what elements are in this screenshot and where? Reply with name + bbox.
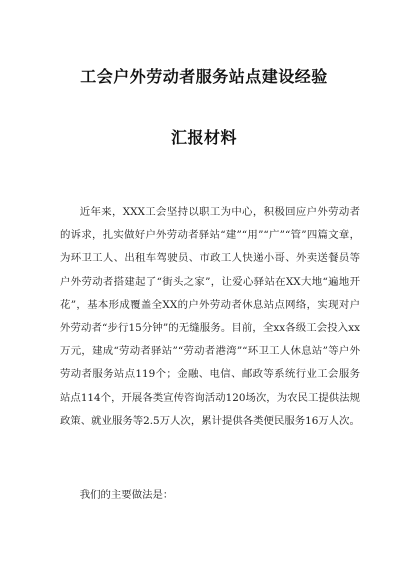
document-subtitle: 汇报材料 — [170, 128, 237, 147]
body-paragraph: 近年来，XXX工会坚持以职工为中心，积极回应户外劳动者的诉求，扎实做好户外劳动者驿站“建”“用”“广”“管”四篇文章，为环卫工人、出租车驾驶员、市政工人快递小哥、外卖送餐员等户外劳动者搭建起了“街头之家”，让爱心驿站在XX大地“遍地开花”，基本形成覆盖全XX的户外劳动者休息站点网络，实现对户外劳动者“步行15分钟”的无缝服务。目前，全xx各级工会投入xx万元，建成“劳动者驿站”“劳动者港湾”“环卫工人休息站”等户外劳动者服务站点119个；金融、电信、邮政等系统行业工会服务站点114个，开展各类宣传咨询活动120场次，为农民工提供法规政策、就业服务等2.5万人次，累计提供各类便民服务16万人次。 — [60, 206, 360, 427]
document-title: 工会户外劳动者服务站点建设经验 — [80, 67, 328, 86]
closing-paragraph: 我们的主要做法是： — [79, 489, 174, 501]
